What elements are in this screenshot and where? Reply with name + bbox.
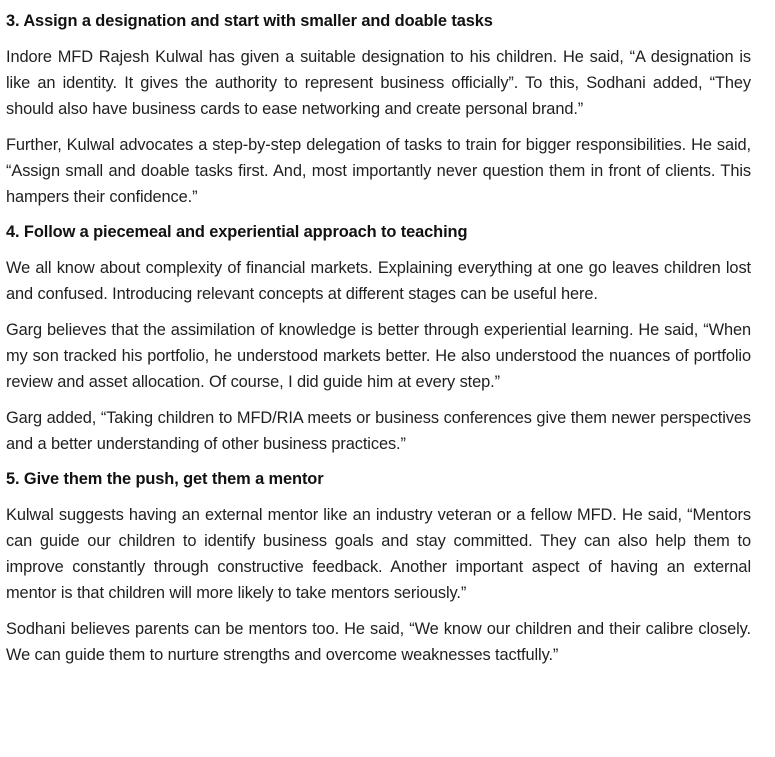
section-heading: 4. Follow a piecemeal and experiential approach to teaching [6, 223, 468, 241]
section-3 [6, 8, 751, 210]
paragraph: Kulwal suggests having an external mentor like an industry veteran or a fellow MFD. He said, “Mentors can guide our children to identify business goals and stay committed. They can also help them to improve constantly through constructive feedback. Another important aspect of having an external mentor is that children will more likely to take mentors seriously.” [6, 506, 751, 602]
section-heading: 3. Assign a designation and start with smaller and doable tasks [6, 12, 493, 30]
section-4 [6, 219, 751, 457]
paragraph: Garg added, “Taking children to MFD/RIA meets or business conferences give them newer perspectives and a better understanding of other business practices.” [6, 409, 751, 453]
paragraph: We all know about complexity of financial markets. Explaining everything at one go leaves children lost and confused. Introducing relevant concepts at different stages can be useful here. [6, 259, 751, 303]
paragraph: Garg believes that the assimilation of knowledge is better through experiential learning. He said, “When my son tracked his portfolio, he understood markets better. He also understood the nuances of portfolio review and asset allocation. Of course, I did guide him at every step.” [6, 321, 751, 391]
paragraph: Sodhani believes parents can be mentors too. He said, “We know our children and their calibre closely. We can guide them to nurture strengths and overcome weaknesses tactfully.” [6, 620, 751, 664]
paragraph: Further, Kulwal advocates a step-by-step delegation of tasks to train for bigger responsibilities. He said, “Assign small and doable tasks first. And, most importantly never question them in front of clients. This hampers their confidence.” [6, 136, 751, 206]
paragraph: Indore MFD Rajesh Kulwal has given a suitable designation to his children. He said, “A designation is like an identity. It gives the authority to represent business officially”. To this, Sodhani added, “They should also have business cards to ease networking and create personal brand.” [6, 48, 751, 118]
section-5 [6, 466, 751, 668]
section-heading: 5. Give them the push, get them a mentor [6, 470, 324, 488]
